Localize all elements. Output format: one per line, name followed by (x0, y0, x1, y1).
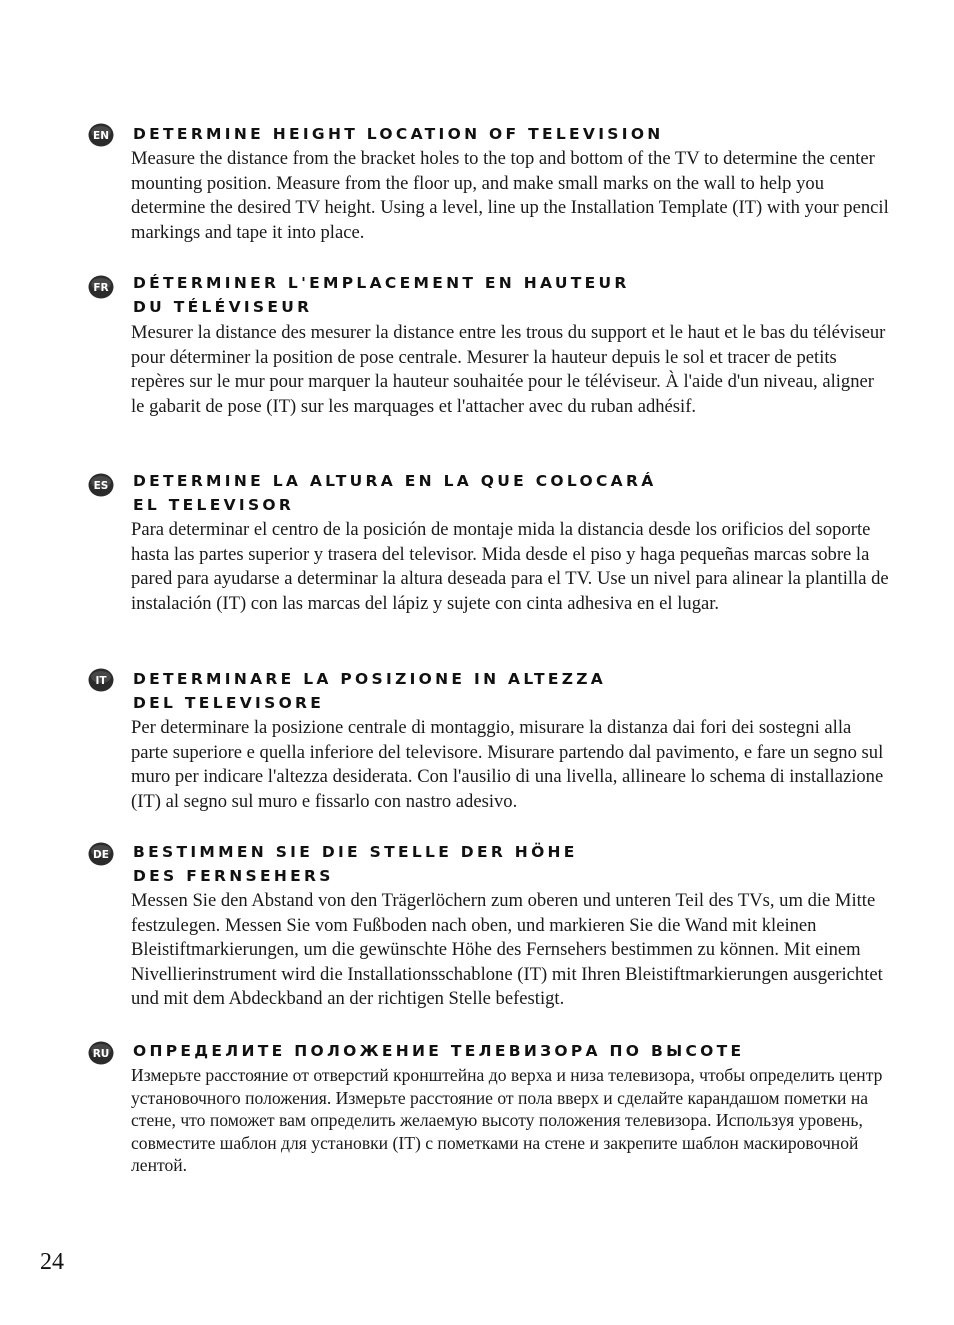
language-badge-fr (88, 275, 114, 299)
page-number: 24 (40, 1249, 64, 1275)
section-heading-fr: DÉTERMINER L'EMPLACEMENT EN HAUTEUR DU TÉLÉVISEUR (133, 274, 630, 316)
section-body-ru: Измерьте расстояние от отверстий кронштейна до верха и низа телевизора, чтобы определить центр установочного положения. Измерьте расстояние от пола вверх и сделайте карандашом пометки на стене, что поможет вам определить желаемую высоту положения телевизора. Используя уровень, совместите шаблон для установки (IT) с пометками на стене и закрепите шаблон маскировочной лентой. (131, 1065, 883, 1176)
section-body-de: Messen Sie den Abstand von den Trägerlöchern zum oberen und unteren Teil des TVs, um die Mitte festzulegen. Messen Sie vom Fußboden nach oben, und markieren Sie die Wand mit kleinen Bleistiftmarkierungen, um die gewünschte Höhe des Fernsehers bestimmen zu können. Mit einem Nivellierinstrument wird die Installationsschablone (IT) mit Ihren Bleistiftmarkierungen ausgerichtet und mit dem Abdeckband an der richtigen Stelle befestigt. (131, 890, 883, 1010)
language-badge-es-label: ES (93, 480, 109, 492)
section-heading-es: DETERMINE LA ALTURA EN LA QUE COLOCARÁ EL TELEVISOR (133, 472, 657, 514)
language-badge-de-label: DE (93, 849, 109, 861)
section-heading-it: DETERMINARE LA POSIZIONE IN ALTEZZA DEL TELEVISORE (133, 670, 607, 712)
language-badge-ru-label: RU (92, 1048, 110, 1060)
section-heading-de: BESTIMMEN SIE DIE STELLE DER HÖHE DES FERNSEHERS (133, 843, 578, 885)
language-badge-de-icon (88, 842, 114, 866)
language-badge-de (88, 842, 114, 866)
language-badge-fr-icon (88, 275, 114, 299)
section-heading-ru: ОПРЕДЕЛИТЕ ПОЛОЖЕНИЕ ТЕЛЕВИЗОРА ПО ВЫСОТЕ (133, 1042, 745, 1060)
language-badge-en-label: EN (93, 130, 109, 142)
section-body-it: Per determinare la posizione centrale di montaggio, misurare la distanza dai fori dei sostegni alla parte superiore e quella inferiore del televisore. Misurare partendo dal pavimento, e fare un segno sul muro per indicare l'altezza desiderata. Con l'ausilio di una livella, allineare lo schema di installazione (IT) al segno sul muro e fissarlo con nastro adesivo. (131, 717, 884, 812)
language-badge-fr-label: FR (93, 282, 109, 294)
section-body-es: Para determinar el centro de la posición de montaje mida la distancia desde los orificios del soporte hasta las partes superior y trasera del televisor. Mida desde el piso y haga pequeñas marcas sobre la pared para ayudarse a determinar la altura deseada para el TV. Use un nivel para alinear la plantilla de instalación (IT) con las marcas del lápiz y sujete con cinta adhesiva en el lugar. (131, 519, 889, 614)
language-badge-ru-icon (88, 1041, 114, 1065)
language-badge-ru (88, 1041, 114, 1065)
language-badge-es-icon (88, 473, 114, 497)
language-badge-it-icon (88, 668, 114, 692)
language-badge-it-label: IT (95, 675, 107, 687)
language-badge-it (88, 668, 114, 692)
language-badge-en-icon (88, 123, 114, 147)
language-badge-es (88, 473, 114, 497)
section-heading-en: DETERMINE HEIGHT LOCATION OF TELEVISION (133, 125, 664, 143)
section-body-en: Measure the distance from the bracket holes to the top and bottom of the TV to determine the center mounting position. Measure from the floor up, and make small marks on the wall to help you determine the desired TV height. Using a level, line up the Installation Template (IT) with your pencil markings and tape it into place. (131, 148, 889, 243)
language-badge-en (88, 123, 114, 147)
section-body-fr: Mesurer la distance des mesurer la distance entre les trous du support et le haut et le bas du téléviseur pour déterminer la position de pose centrale. Mesurer la hauteur depuis le sol et tracer de petits repères sur le mur pour marquer la hauteur souhaitée pour le téléviseur. À l'aide d'un niveau, aligner le gabarit de pose (IT) sur les marquages et l'attacher avec du ruban adhésif. (131, 322, 886, 417)
